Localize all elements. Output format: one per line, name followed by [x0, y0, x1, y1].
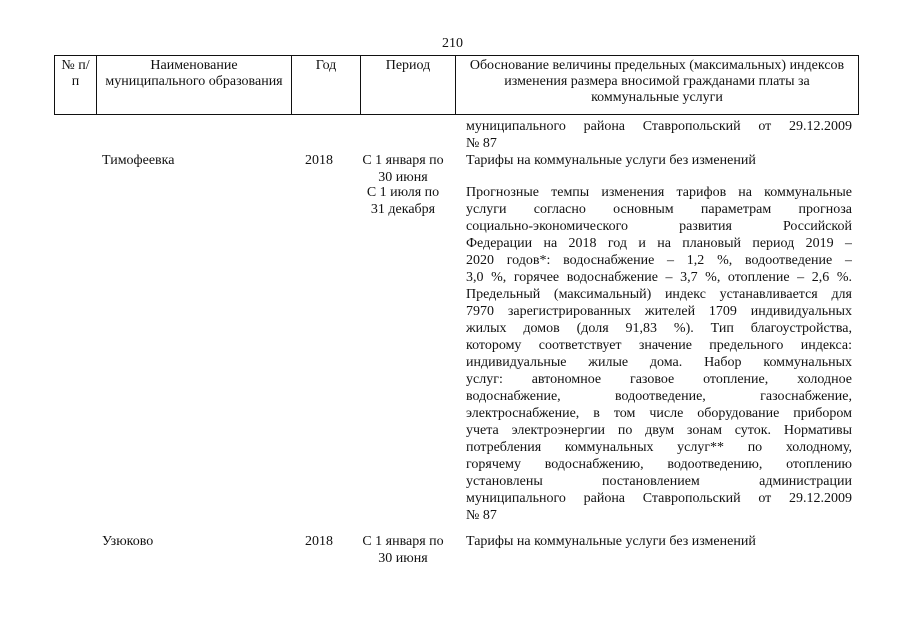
- text-line: Предельный (максимальный) индекс устанавливается для: [466, 287, 852, 302]
- text-line: которому соответствует значение предельного индекса:: [466, 338, 852, 353]
- text-line: 7970 зарегистрированных жителей 1709 индивидуальных: [466, 304, 852, 319]
- text-line: № 87: [466, 136, 497, 151]
- text-line: 3,0 %, горячее водоснабжение – 3,7 %, отопление – 2,6 %.: [466, 270, 852, 285]
- page-number: 210: [442, 36, 463, 51]
- text-line: установлены постановлением администрации: [466, 474, 852, 489]
- municipality-name: Тимофеевка: [102, 153, 175, 168]
- text-line: индивидуальные жилые дома. Набор коммунальных: [466, 355, 852, 370]
- text-line: социально-экономического развития Российской: [466, 219, 852, 234]
- text-line: муниципального района Ставропольский от 29.12.2009: [466, 119, 852, 134]
- text-line: потребления коммунальных услуг** по холодному,: [466, 440, 852, 455]
- text-line: водоснабжение, водоотведение, газоснабжение,: [466, 389, 852, 404]
- text-line: № 87: [466, 508, 497, 523]
- text-line: горячему водоснабжению, водоотведению, отоплению: [466, 457, 852, 472]
- text-line: жилых домов (доля 91,83 %). Тип благоустройства,: [466, 321, 852, 336]
- text-line: услуг: автономное газовое отопление, холодное: [466, 372, 852, 387]
- text-line: Прогнозные темпы изменения тарифов на коммунальные: [466, 185, 852, 200]
- table-header: [54, 55, 859, 115]
- text-line: муниципального района Ставропольский от 29.12.2009: [466, 491, 852, 506]
- year-cell: 2018: [305, 534, 333, 549]
- text-line: Федерации на 2018 год и на плановый период 2019 –: [466, 236, 852, 251]
- column-header-year: Год: [292, 56, 361, 115]
- column-header-municipality: Наименование муниципального образования: [97, 56, 292, 115]
- text-line: Тарифы на коммунальные услуги без изменений: [466, 153, 756, 168]
- column-header-number: № п/п: [55, 56, 97, 115]
- basis-text: [466, 152, 852, 169]
- text-line: учета электроэнергии по двум зонам суток. Нормативы: [466, 423, 852, 438]
- text-line: 2020 годов*: водоснабжение – 1,2 %, водоотведение –: [466, 253, 852, 268]
- column-header-period: Период: [361, 56, 456, 115]
- municipality-name: Узюково: [102, 534, 154, 549]
- basis-text: [466, 533, 852, 550]
- text-line: электроснабжение, в том числе оборудование прибором: [466, 406, 852, 421]
- year-cell: 2018: [305, 153, 333, 168]
- basis-text: [466, 184, 852, 524]
- period-cell: С 1 июля по 31 декабря: [366, 185, 440, 217]
- period-cell: С 1 января по 30 июня: [362, 534, 444, 566]
- continuation-text: [466, 118, 852, 152]
- period-cell: С 1 января по 30 июня: [362, 153, 444, 185]
- column-header-basis: Обоснование величины предельных (максимальных) индексов изменения размера вносимой гражданами платы за коммунальные услуги: [456, 56, 859, 115]
- text-line: Тарифы на коммунальные услуги без изменений: [466, 534, 756, 549]
- text-line: услуги согласно основным параметрам прогноза: [466, 202, 852, 217]
